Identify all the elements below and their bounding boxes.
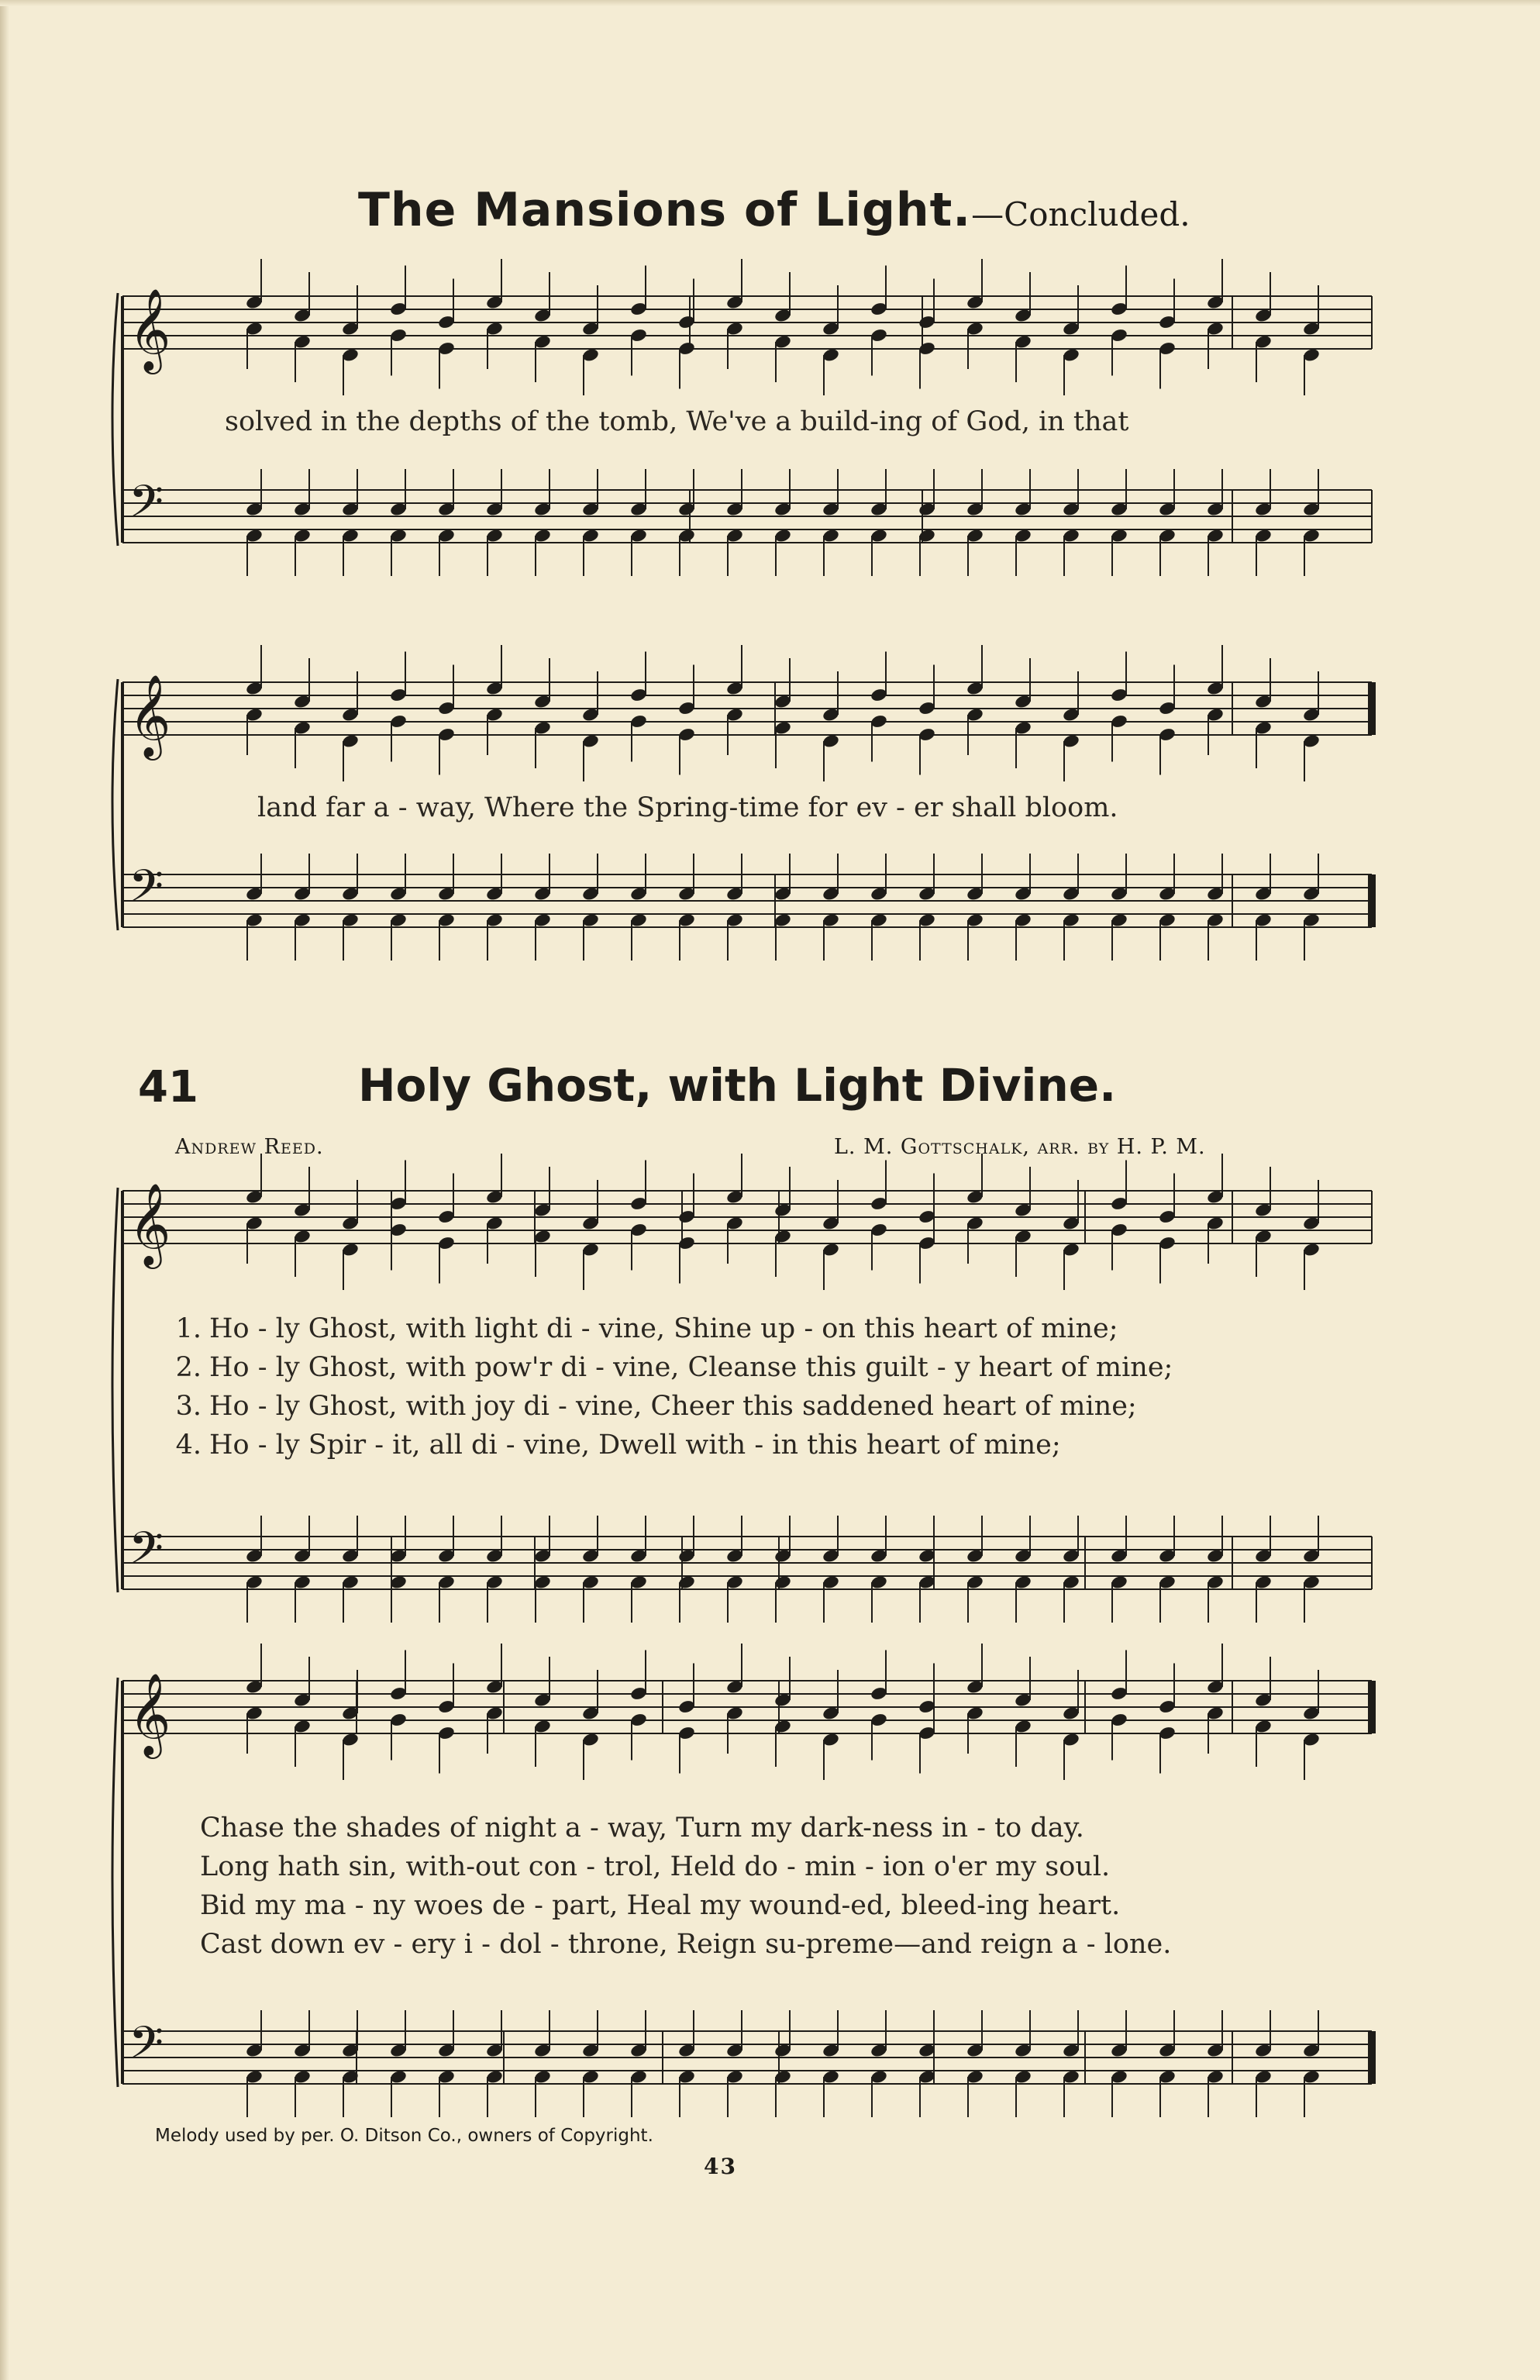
continued-hymn-suffix: —Concluded.	[971, 195, 1190, 233]
verse-number: 3.	[175, 1391, 202, 1422]
system-3-brace	[112, 1188, 118, 1592]
verse-line-second-half: Chase the shades of night a - way, Turn my dark-ness in - to day.	[200, 1813, 1084, 1844]
continued-hymn-title-text: The Mansions of Light.	[358, 183, 972, 237]
verse-line	[155, 1313, 1118, 1344]
system-3-treble-clef: 𝄞	[129, 1182, 171, 1265]
lyricist-credit: Andrew Reed.	[175, 1135, 324, 1159]
verse-text: Ho - ly Ghost, with joy di - vine, Cheer this saddened heart of mine;	[209, 1391, 1137, 1422]
verse-line	[155, 1352, 1173, 1383]
continued-lyric-line-2: land far a - way, Where the Spring-time for ev - er shall bloom.	[257, 792, 1118, 823]
verse-line	[155, 1391, 1137, 1422]
verse-number: 1.	[175, 1313, 202, 1344]
verse-line	[155, 1430, 1061, 1461]
system-1-treble-clef: 𝄞	[129, 288, 171, 371]
verse-line-second-half: Bid my ma - ny woes de - part, Heal my wound-ed, bleed-ing heart.	[200, 1890, 1121, 1921]
page-number: 43	[704, 2154, 737, 2179]
system-2-bass-clef: 𝄢	[129, 860, 164, 923]
system-1-bass-clef: 𝄢	[129, 475, 164, 539]
system-4-treble-clef: 𝄞	[129, 1672, 171, 1755]
copyright-footnote: Melody used by per. O. Ditson Co., owners of Copyright.	[155, 2126, 653, 2146]
system-1-brace	[112, 293, 118, 546]
system-4-bass-clef: 𝄢	[129, 2016, 164, 2080]
system-2-treble-clef: 𝄞	[129, 674, 171, 757]
composer-credit: L. M. Gottschalk, arr. by H. P. M.	[834, 1135, 1206, 1159]
verse-number: 4.	[175, 1430, 202, 1461]
verse-text: Ho - ly Ghost, with light di - vine, Shine up - on this heart of mine;	[209, 1313, 1118, 1344]
verse-number: 2.	[175, 1352, 202, 1383]
verse-line-second-half: Cast down ev - ery i - dol - throne, Reign su-preme—and reign a - lone.	[200, 1929, 1172, 1960]
verse-line-second-half: Long hath sin, with-out con - trol, Held do - min - ion o'er my soul.	[200, 1851, 1111, 1882]
system-4-brace	[112, 1678, 118, 2087]
hymn-number: 41	[138, 1062, 198, 1112]
system-3-bass-clef: 𝄢	[129, 1522, 164, 1585]
continued-lyric-line-1: solved in the depths of the tomb, We've a build-ing of God, in that	[225, 406, 1129, 437]
hymn-title: Holy Ghost, with Light Divine.	[358, 1059, 1117, 1112]
verse-text: Ho - ly Spir - it, all di - vine, Dwell with - in this heart of mine;	[209, 1430, 1061, 1461]
verse-text: Ho - ly Ghost, with pow'r di - vine, Cleanse this guilt - y heart of mine;	[209, 1352, 1173, 1383]
system-2-brace	[112, 679, 118, 930]
